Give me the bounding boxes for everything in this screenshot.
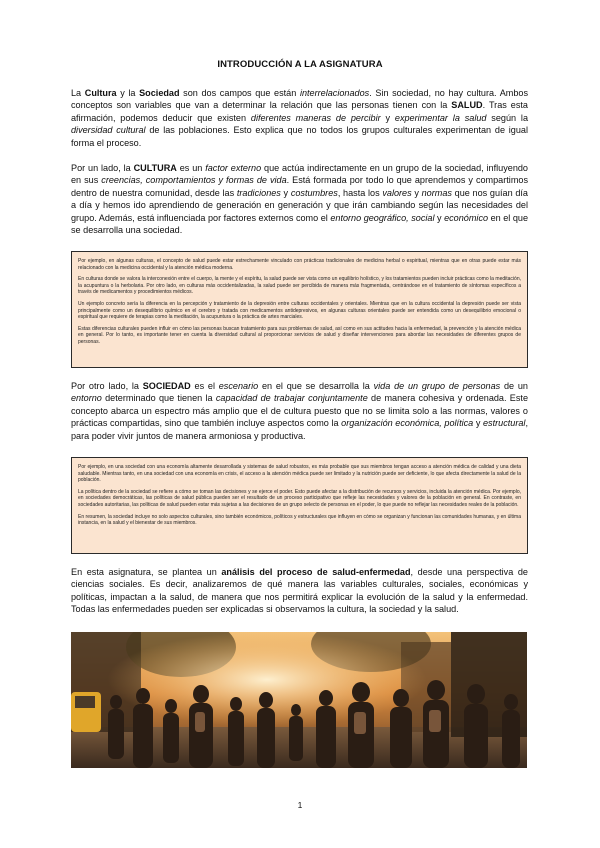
box-paragraph: Por ejemplo, en una sociedad con una economía altamente desarrollada y sistemas de salud robustos, es más probable que sus miembros tengan acceso a atención médica de calidad y una dieta saludable. Mientras tanto, en una sociedad con una economía en crisis, el acceso a la atención médica puede ser limitado y la nutrición puede ser deficiente, lo que afecta directamente la salud de la población. [78, 464, 521, 484]
box-paragraph: Por ejemplo, en algunas culturas, el concepto de salud puede estar estrechamente vinculado con prácticas tradicionales de medicina herbal o espiritual, mientras que en otras puede estar más relacionado con la medicina occidental y la atención médica moderna. [78, 258, 521, 271]
society-examples-box [71, 457, 528, 554]
society-paragraph: Por otro lado, la SOCIEDAD es el escenario en el que se desarrolla la vida de un grupo de personas de un entorno determinado que tienen la capacidad de trabajar conjuntamente de manera cohesiva y ordenada. Este concepto abarca un espectro más amplio que el de cultura puesto que no se limita solo a las normas, valores o prácticas compartidas, sino que también incluye aspectos como la organización económica, política y estructural, para poder vivir juntos de manera armoniosa y productiva. [71, 381, 528, 441]
box-paragraph: La política dentro de la sociedad se refiere a cómo se toman las decisiones y se ejerce el poder. Esto puede afectar a la distribución de recursos y servicios, incluida la atención médica. Por ejemplo, en sociedades democráticas, las políticas de salud pública pueden ser el resultado de un proceso participativo que refleje las necesidades y valores de la población en general. En contraste, en sociedades autoritarias, las políticas de salud pueden estar más sujetas a las decisiones de un grupo selecto de personas en el poder, lo que puede no reflejar las necesidades reales de la población. [78, 488, 521, 508]
course-analysis-paragraph: En esta asignatura, se plantea un análisis del proceso de salud-enfermedad, desde una perspectiva de ciencias sociales. Es decir, analizaremos de qué manera las variables culturales, sociales, económicas y políticas, impactan a la salud, de manera que nos permitirá explicar la evolución de la salud y la enfermedad. Todas las enfermedades pueden ser explicadas si observamos la cultura, la sociedad y la salud. [71, 567, 528, 615]
box-paragraph: Estas diferencias culturales pueden influir en cómo las personas buscan tratamiento para sus problemas de salud, así como en sus actitudes hacia la enfermedad, la prevención y la atención médica en general. Por lo tanto, es importante tener en cuenta la diversidad cultural al proporcionar servicios de salud y diseñar intervenciones para abordar las necesidades de diferentes grupos de personas. [78, 325, 521, 345]
culture-paragraph: Por un lado, la CULTURA es un factor externo que actúa indirectamente en un grupo de la sociedad, influyendo en sus creencias, comportamientos y formas de vida. Está formada por todo lo que aprendemos y compartimos dentro de nuestra comunidad, desde las tradiciones y costumbres, hasta los valores y normas que nos guían día a día y hemos ido aprendiendo de generación en generación y que irán cambiando según las necesidades del grupo. Además, está influenciada por factores externos como el entorno geográfico, social y económico en el que se desarrolla una sociedad. [71, 163, 529, 236]
intro-paragraph: La Cultura y la Sociedad son dos campos que están interrelacionados. Sin sociedad, no hay cultura. Ambos conceptos son variables que van a determinar la relación que las personas tienen con la SALUD. Tras esta afirmación, podemos deducir que existen diferentes maneras de percibir y experimentar la salud según la diversidad cultural de las poblaciones. Esto explica que no todos los grupos culturales experimentan de igual forma el proceso. [71, 88, 528, 148]
culture-examples-box [71, 251, 528, 368]
page-title: INTRODUCCIÓN A LA ASIGNATURA [217, 59, 383, 70]
box-paragraph: En culturas donde se valora la interconexión entre el cuerpo, la mente y el espíritu, la salud puede ser vista como un equilibrio holístico, y los tratamientos pueden incluir prácticas como la meditación, la acupuntura o la herbolaria. Por otro lado, en culturas más occidentalizadas, la salud puede ser percibida de manera más fragmentada, centrándose en el tratamiento de síntomas específicos a través de medicamentos y procedimientos médicos. [78, 276, 521, 296]
street-crowd-photo [71, 632, 527, 768]
page-number: 1 [297, 800, 303, 810]
box-paragraph: Un ejemplo concreto sería la diferencia en la percepción y tratamiento de la depresión entre culturas occidentales y orientales. Mientras que en la cultura occidental la depresión puede ser vista principalmente como un desequilibrio químico en el cerebro y tratada con medicamentos antidepresivos, en algunas culturas orientales puede ser entendida como un desequilibrio emocional o espiritual que requiere de terapias como la meditación, la acupuntura o la práctica de artes marciales. [78, 300, 521, 321]
box-paragraph: En resumen, la sociedad incluye no solo aspectos culturales, sino también económicos, políticos y estructurales que influyen en cómo se organizan y funcionan las comunidades humanas, y en última instancia, en la salud y el bienestar de sus miembros. [78, 513, 521, 527]
